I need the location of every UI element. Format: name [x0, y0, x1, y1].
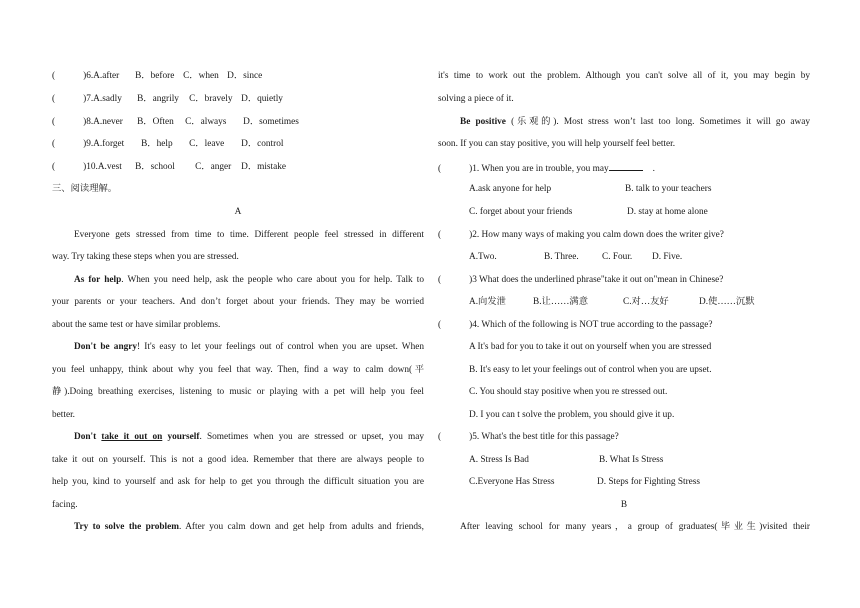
- passage-a-p2-line3: about the same test or have similar problems.: [52, 320, 221, 330]
- option[interactable]: B.让……满意: [533, 297, 589, 307]
- underlined-phrase: take it out on: [101, 432, 163, 442]
- question-1-options-row1: [438, 183, 712, 195]
- passage-a-p1-line1: Everyone gets stressed from time to time. Different people feel stressed in different: [74, 230, 424, 240]
- passage-a-p5-line3: solving a piece of it.: [438, 94, 514, 104]
- option[interactable]: A.ask anyone for help: [469, 184, 552, 194]
- passage-a-heading: A: [234, 207, 242, 217]
- passage-a-p2-line1: As for help. When you need help, ask the people who care about you for help. Talk to: [74, 275, 424, 285]
- question-4: ( )4. Which of the following is NOT true according to the passage?: [438, 320, 713, 330]
- passage-a-p4-line1: Don't take it out on yourself. Sometimes when you are stressed or upset, you may: [74, 432, 424, 442]
- option[interactable]: D. Five.: [652, 252, 683, 262]
- cloze-item-7: ( )7.A.sadly B．angrily C．bravely D．quietly: [52, 94, 283, 104]
- passage-a-p1-line2: way. Try taking these steps when you are stressed.: [52, 252, 239, 262]
- cloze-item-10: ( )10.A.vest B．school C．anger D．mistake: [52, 162, 287, 172]
- question-2-options: [438, 251, 682, 263]
- passage-a-p3-line3: 静).Doing breathing exercises, listening to music or playing with a pet will help you feel: [52, 387, 424, 397]
- option[interactable]: D. Steps for Fighting Stress: [597, 477, 701, 487]
- question-5: ( )5. What's the best title for this passage?: [438, 432, 619, 442]
- heading-ask-for-help: As for help: [74, 275, 122, 285]
- heading-be-positive: Be positive: [460, 117, 506, 127]
- cloze-item-6: ( )6.A.after B．before C．when D．since: [52, 71, 263, 81]
- question-2: ( )2. How many ways of making you calm down does the writer give?: [438, 230, 724, 240]
- option[interactable]: B. talk to your teachers: [625, 184, 712, 194]
- passage-a-p3-line4: better.: [52, 410, 75, 420]
- option[interactable]: A.向发泄: [469, 297, 506, 307]
- heading-solve-problem: Try to solve the problem: [74, 522, 179, 532]
- option[interactable]: B. What Is Stress: [599, 455, 664, 465]
- question-4-option-b[interactable]: B. It's easy to let your feelings out of control when you are upset.: [469, 365, 712, 375]
- section-title: 三、阅读理解。: [52, 184, 118, 194]
- passage-a-p6-line2: soon. If you can stay positive, you will help yourself feel better.: [438, 139, 676, 149]
- question-1-options-row2: [438, 206, 708, 218]
- option[interactable]: C.Everyone Has Stress: [469, 477, 555, 487]
- passage-a-p5-line2: it's time to work out the problem. Although you can't solve all of it, you may begin by: [438, 71, 810, 81]
- passage-a-p2-line2: your parents or your teachers. And don’t forget about your friends. They may be worried: [52, 297, 424, 307]
- passage-a-p6-line1: Be positive (乐观的). Most stress won’t last too long. Sometimes it will go away: [460, 117, 810, 127]
- question-3: ( )3 What does the underlined phrase"take it out on"mean in Chinese?: [438, 275, 724, 285]
- heading-dont-be-angry: Don't be angry: [74, 342, 138, 352]
- passage-a-p4-line4: facing.: [52, 500, 78, 510]
- passage-b-heading: B: [620, 500, 628, 510]
- option[interactable]: D.使……沉默: [699, 297, 755, 307]
- passage-a-p3-line1: Don't be angry! It's easy to let your feelings out of control when you are upset. When: [74, 342, 424, 352]
- option[interactable]: C.对…友好: [623, 297, 669, 307]
- option[interactable]: C. forget about your friends: [469, 207, 573, 217]
- question-4-option-a[interactable]: A It's bad for you to take it out on yourself when you are stressed: [469, 342, 712, 352]
- question-5-options-row2: [438, 476, 700, 488]
- question-4-option-c[interactable]: C. You should stay positive when you re stressed out.: [469, 387, 668, 397]
- answer-blank[interactable]: [609, 161, 643, 171]
- passage-a-p4-line3: help you, kind to yourself and ask for help to get you through the difficult situation you are: [52, 477, 424, 487]
- cloze-item-9: ( )9.A.forget B．help C．leave D．control: [52, 139, 284, 149]
- option[interactable]: B. Three.: [544, 252, 579, 262]
- question-3-options: [438, 296, 755, 308]
- option[interactable]: A. Stress Is Bad: [469, 455, 529, 465]
- passage-b-p1-line1: After leaving school for many years，a group of graduates(毕业生)visited their: [460, 522, 810, 532]
- passage-a-p5-line1: Try to solve the problem. After you calm down and get help from adults and friends,: [74, 522, 424, 532]
- passage-a-p3-line2: you feel unhappy, think about why you feel that way. Then, find a way to calm down(平: [52, 365, 424, 375]
- option[interactable]: D. stay at home alone: [627, 207, 708, 217]
- question-5-options-row1: [438, 454, 663, 466]
- passage-a-p4-line2: take it out on yourself. This is not a good idea. Remember that there are always people to: [52, 455, 424, 465]
- question-1: ( )1. When you are in trouble, you may .: [438, 161, 655, 175]
- cloze-item-8: ( )8.A.never B．Often C．always D．sometimes: [52, 117, 299, 127]
- question-4-option-d[interactable]: D. I you can t solve the problem, you should give it up.: [469, 410, 675, 420]
- option[interactable]: C. Four.: [602, 252, 633, 262]
- option[interactable]: A.Two.: [469, 252, 497, 262]
